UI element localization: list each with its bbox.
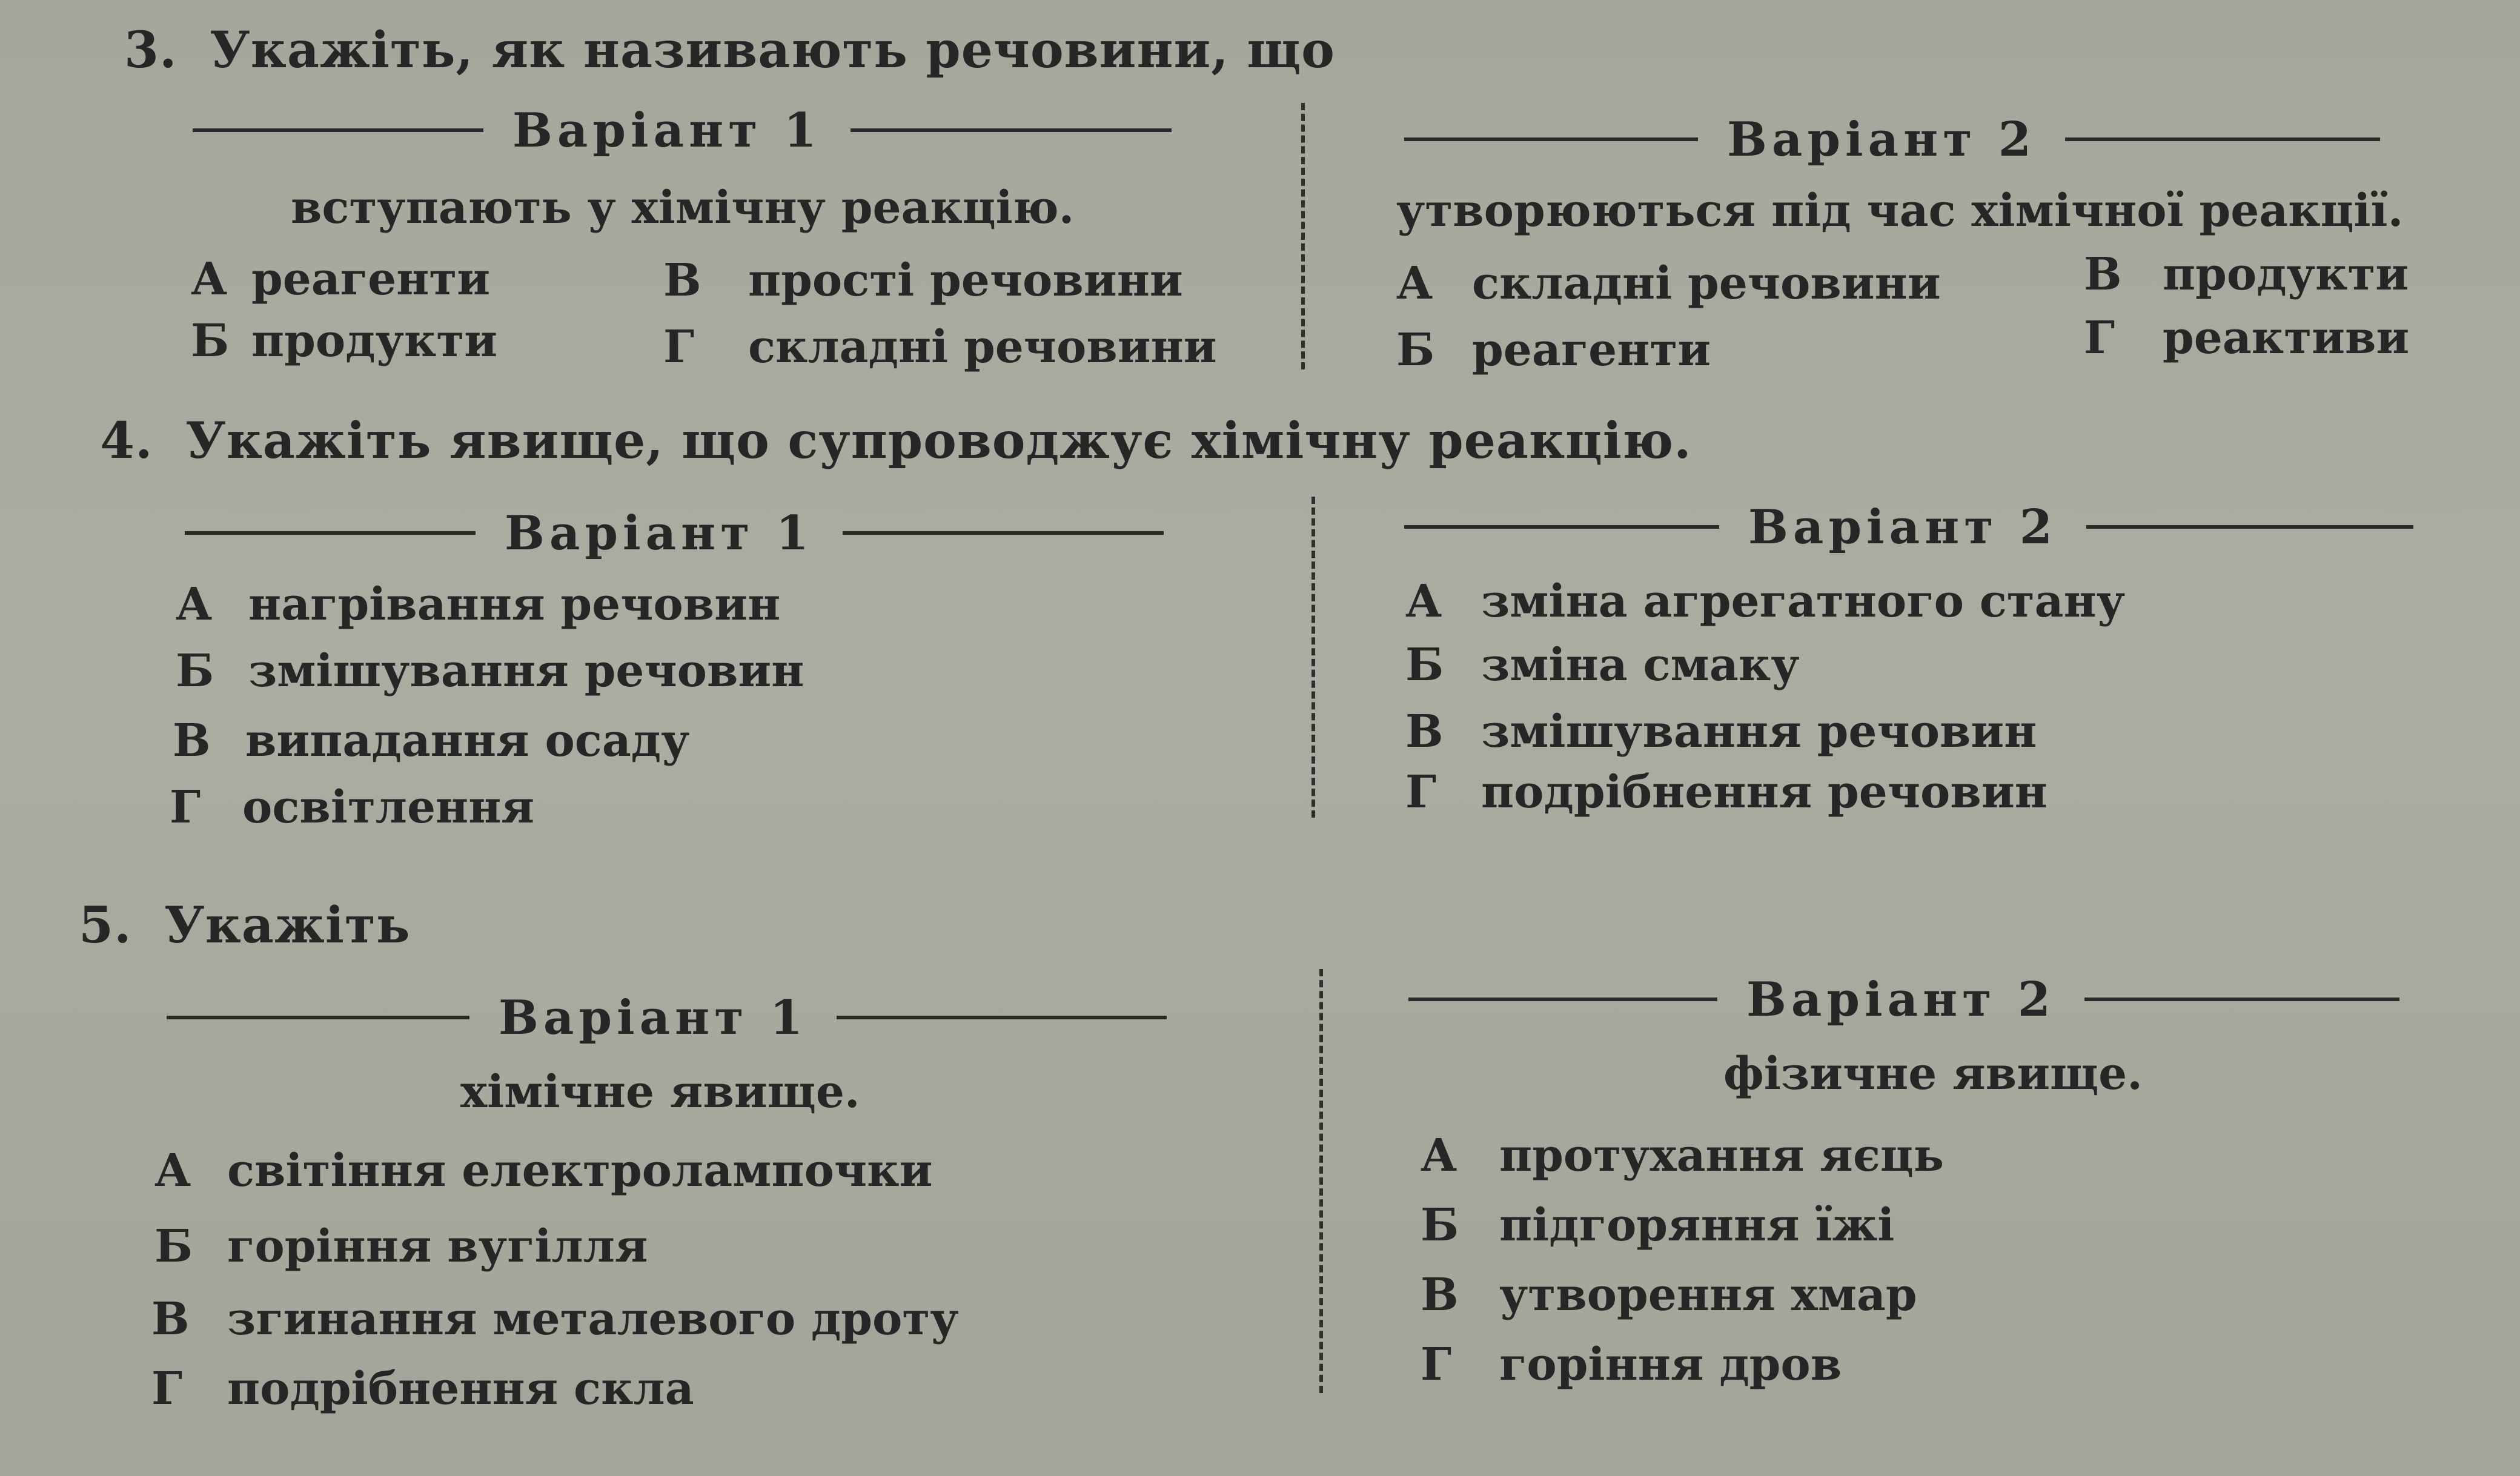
question-number: 4.: [100, 412, 153, 470]
q3-v2-option-b: [1396, 324, 1711, 376]
question-number: 3.: [124, 21, 177, 79]
option-text: утворення хмар: [1499, 1269, 1917, 1321]
header-rule: [167, 1016, 469, 1019]
option-letter: В: [2084, 248, 2122, 300]
option-text: згинання металевого дроту: [227, 1293, 959, 1345]
q4-variant-2-header: [1404, 497, 2413, 557]
option-text: нагрівання речовин: [248, 578, 781, 630]
option-letter: Б: [154, 1220, 193, 1272]
header-rule: [850, 128, 1172, 132]
option-letter: Б: [1405, 639, 1444, 691]
q4-v2-option-g: [1405, 766, 2047, 818]
option-text: складні речовини: [1472, 257, 1941, 309]
option-text: випадання осаду: [245, 715, 690, 767]
q3-v2-stem: утворюються під час хімічної реакції.: [1396, 185, 2404, 237]
option-text: зміна агрегатного стану: [1481, 575, 2126, 627]
option-letter: Б: [191, 315, 230, 367]
option-text: змішування речовин: [1481, 706, 2037, 758]
question-text: Укажіть, як називають речовини, що: [210, 21, 1335, 79]
option-text: прості речовини: [748, 254, 1183, 306]
option-letter: А: [176, 578, 213, 630]
header-rule: [843, 531, 1164, 535]
q4-v1-option-b: [176, 645, 804, 697]
q4-column-divider: [1311, 497, 1315, 818]
option-letter: В: [1421, 1269, 1459, 1321]
option-letter: Г: [2084, 312, 2115, 364]
option-letter: Б: [1421, 1199, 1459, 1251]
q5-v1-option-a: [154, 1145, 932, 1197]
q5-v2-option-g: [1421, 1339, 1842, 1391]
header-rule: [837, 1016, 1167, 1019]
variant-label: Варіант 1: [512, 102, 822, 158]
q5-v2-option-v: [1421, 1269, 1917, 1321]
option-text: освітлення: [242, 781, 535, 833]
question-3-title: [124, 21, 1335, 79]
option-text: реагенти: [1472, 324, 1711, 376]
variant-label: Варіант 2: [1748, 499, 2058, 555]
question-4-title: [100, 412, 1692, 470]
question-text: Укажіть: [164, 896, 411, 955]
header-rule: [1408, 998, 1717, 1001]
option-letter: Б: [176, 645, 214, 697]
option-letter: Б: [1396, 324, 1435, 376]
header-rule: [2086, 525, 2413, 529]
option-letter: А: [1396, 257, 1433, 309]
q5-v1-stem: хімічне явище.: [460, 1066, 860, 1118]
question-5-title: [79, 896, 410, 955]
option-text: продукти: [251, 315, 498, 367]
q4-v2-option-a: [1405, 575, 2125, 627]
q5-variant-1-header: [167, 987, 1167, 1048]
question-number: 5.: [79, 896, 132, 955]
q4-variant-1-header: [185, 503, 1164, 563]
q3-v2-option-v: [2084, 248, 2409, 300]
q4-v2-option-v: [1405, 706, 2037, 758]
option-letter: В: [151, 1293, 190, 1345]
q4-v2-option-b: [1405, 639, 1800, 691]
q3-v1-option-a: [191, 253, 490, 305]
variant-label: Варіант 2: [1746, 971, 2056, 1027]
q3-variant-1-header: [193, 100, 1172, 161]
option-text: змішування речовин: [248, 645, 804, 697]
q3-v1-stem: вступають у хімічну реакцію.: [291, 182, 1075, 234]
option-letter: Г: [170, 781, 201, 833]
option-text: реактиви: [2163, 312, 2410, 364]
option-letter: А: [191, 253, 228, 305]
q5-v1-option-v: [151, 1293, 959, 1345]
option-letter: Г: [663, 321, 695, 373]
q5-v2-option-b: [1421, 1199, 1894, 1251]
q5-v2-stem: фізичне явище.: [1723, 1048, 2143, 1100]
option-letter: Г: [151, 1363, 183, 1415]
option-text: горіння дров: [1499, 1339, 1842, 1391]
option-letter: Г: [1421, 1339, 1452, 1391]
q5-v1-option-b: [154, 1220, 648, 1272]
q5-column-divider: [1319, 969, 1323, 1393]
option-letter: А: [1421, 1130, 1457, 1182]
q3-column-divider: [1301, 103, 1305, 369]
option-letter: А: [1405, 575, 1442, 627]
option-text: продукти: [2163, 248, 2409, 300]
option-letter: В: [173, 715, 211, 767]
header-rule: [2084, 998, 2399, 1001]
option-text: зміна смаку: [1481, 639, 1800, 691]
q5-v2-option-a: [1421, 1130, 1944, 1182]
q4-v1-option-v: [173, 715, 690, 767]
option-text: складні речовини: [748, 321, 1217, 373]
option-letter: Г: [1405, 766, 1437, 818]
option-text: подрібнення скла: [227, 1363, 694, 1415]
q4-v1-option-a: [176, 578, 780, 630]
option-text: горіння вугілля: [227, 1220, 648, 1272]
q3-v2-option-a: [1396, 257, 1941, 309]
q3-v1-option-v: [663, 254, 1183, 306]
q3-variant-2-header: [1404, 109, 2380, 170]
q4-v1-option-g: [170, 781, 534, 833]
option-letter: А: [154, 1145, 191, 1197]
q3-v1-option-g: [663, 321, 1217, 373]
header-rule: [1404, 525, 1719, 529]
q3-v2-option-g: [2084, 312, 2409, 364]
header-rule: [2065, 137, 2380, 141]
variant-label: Варіант 1: [505, 505, 814, 561]
header-rule: [185, 531, 476, 535]
variant-label: Варіант 2: [1727, 111, 2037, 167]
option-letter: В: [663, 254, 701, 306]
q5-variant-2-header: [1408, 969, 2399, 1030]
option-letter: В: [1405, 706, 1444, 758]
header-rule: [1404, 137, 1698, 141]
option-text: світіння електролампочки: [227, 1145, 933, 1197]
q5-v1-option-g: [151, 1363, 694, 1415]
option-text: реагенти: [251, 253, 491, 305]
option-text: протухання яєць: [1499, 1130, 1944, 1182]
header-rule: [193, 128, 483, 132]
q3-v1-option-b: [191, 315, 497, 367]
variant-label: Варіант 1: [499, 990, 808, 1045]
option-text: подрібнення речовин: [1481, 766, 2047, 818]
question-text: Укажіть явище, що супроводжує хімічну реакцію.: [185, 412, 1692, 470]
option-text: підгоряння їжі: [1499, 1199, 1895, 1251]
